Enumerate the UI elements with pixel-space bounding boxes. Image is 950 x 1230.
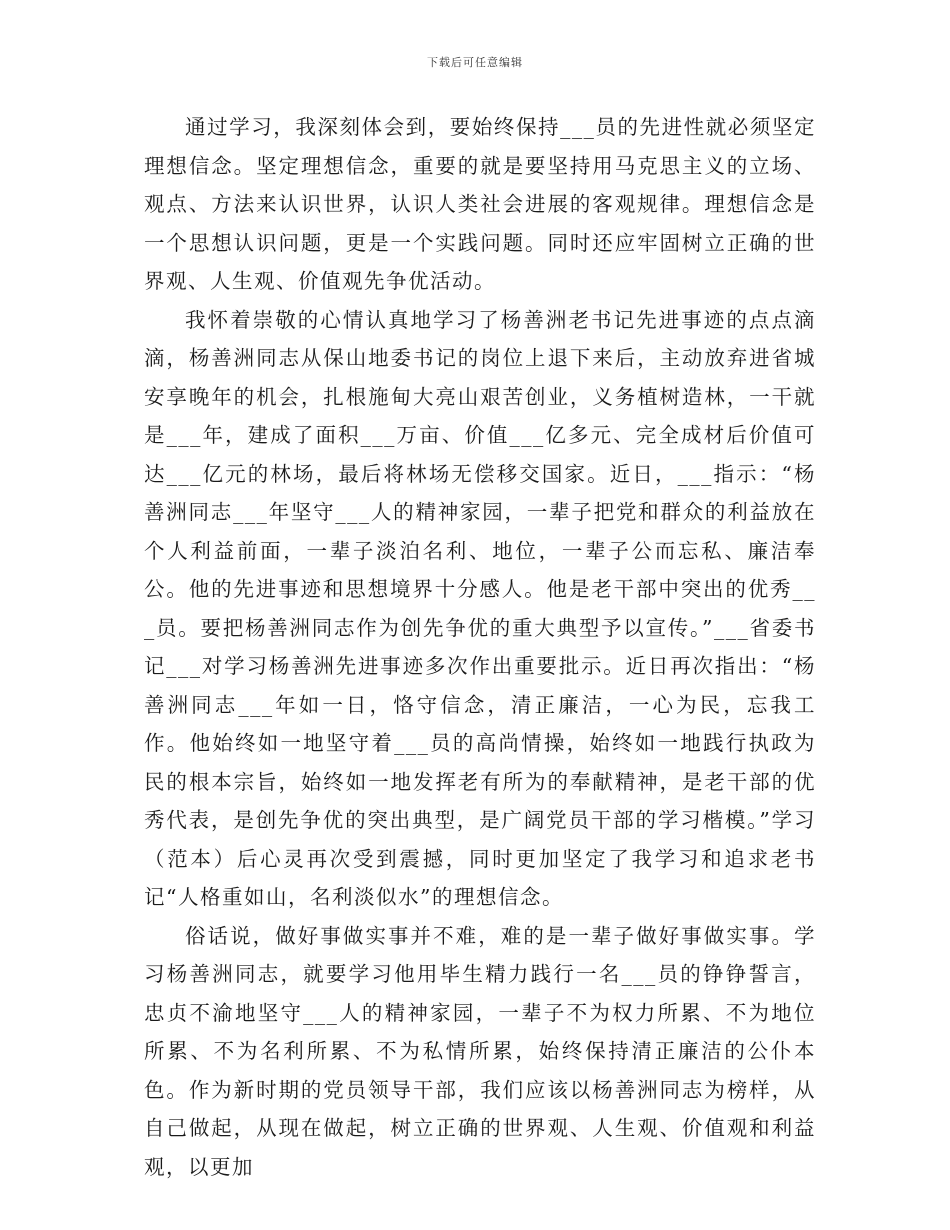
paragraph-3: 俗话说，做好事做实事并不难，难的是一辈子做好事做实事。学习杨善洲同志，就要学习他用毕生精力践行一名___员的铮铮誓言，忠贞不渝地坚守___人的精神家园，一辈子不为权力所累、不为地位所累、不为名利所累、不为私情所累，始终保持清正廉洁的公仆本色。作为新时期的党员领导干部，我们应该以杨善洲同志为榜样，从自己做起，从现在做起，树立正确的世界观、人生观、价值观和利益观，以更加 <box>144 923 816 1179</box>
document-body <box>144 108 816 1186</box>
paragraph-1: 通过学习，我深刻体会到，要始终保持___员的先进性就必须坚定理想信念。坚定理想信念，重要的就是要坚持用马克思主义的立场、观点、方法来认识世界，认识人类社会进展的客观规律。理想信念是一个思想认识问题，更是一个实践问题。同时还应牢固树立正确的世界观、人生观、价值观先争优活动。 <box>144 115 816 293</box>
page-header: 下载后可任意编辑 <box>427 56 523 69</box>
paragraph-2: 我怀着崇敬的心情认真地学习了杨善洲老书记先进事迹的点点滴滴，杨善洲同志从保山地委书记的岗位上退下来后，主动放弃进省城安享晚年的机会，扎根施甸大亮山艰苦创业，义务植树造林，一干就是___年，建成了面积___万亩、价值___亿多元、完全成材后价值可达___亿元的林场，最后将林场无偿移交国家。近日，___指示：“杨善洲同志___年坚守___人的精神家园，一辈子把党和群众的利益放在个人利益前面，一辈子淡泊名利、地位，一辈子公而忘私、廉洁奉公。他的先进事迹和思想境界十分感人。他是老干部中突出的优秀___员。要把杨善洲同志作为创先争优的重大典型予以宣传。”___省委书记___对学习杨善洲先进事迹多次作出重要批示。近日再次指出：“杨善洲同志___年如一日，恪守信念，清正廉洁，一心为民，忘我工作。他始终如一地坚守着___员的高尚情操，始终如一地践行执政为民的根本宗旨，始终如一地发挥老有所为的奉献精神，是老干部的优秀代表，是创先争优的突出典型，是广阔党员干部的学习楷模。”学习（范本）后心灵再次受到震撼，同时更加坚定了我学习和追求老书记“人格重如山，名利淡似水”的理想信念。 <box>144 307 816 909</box>
